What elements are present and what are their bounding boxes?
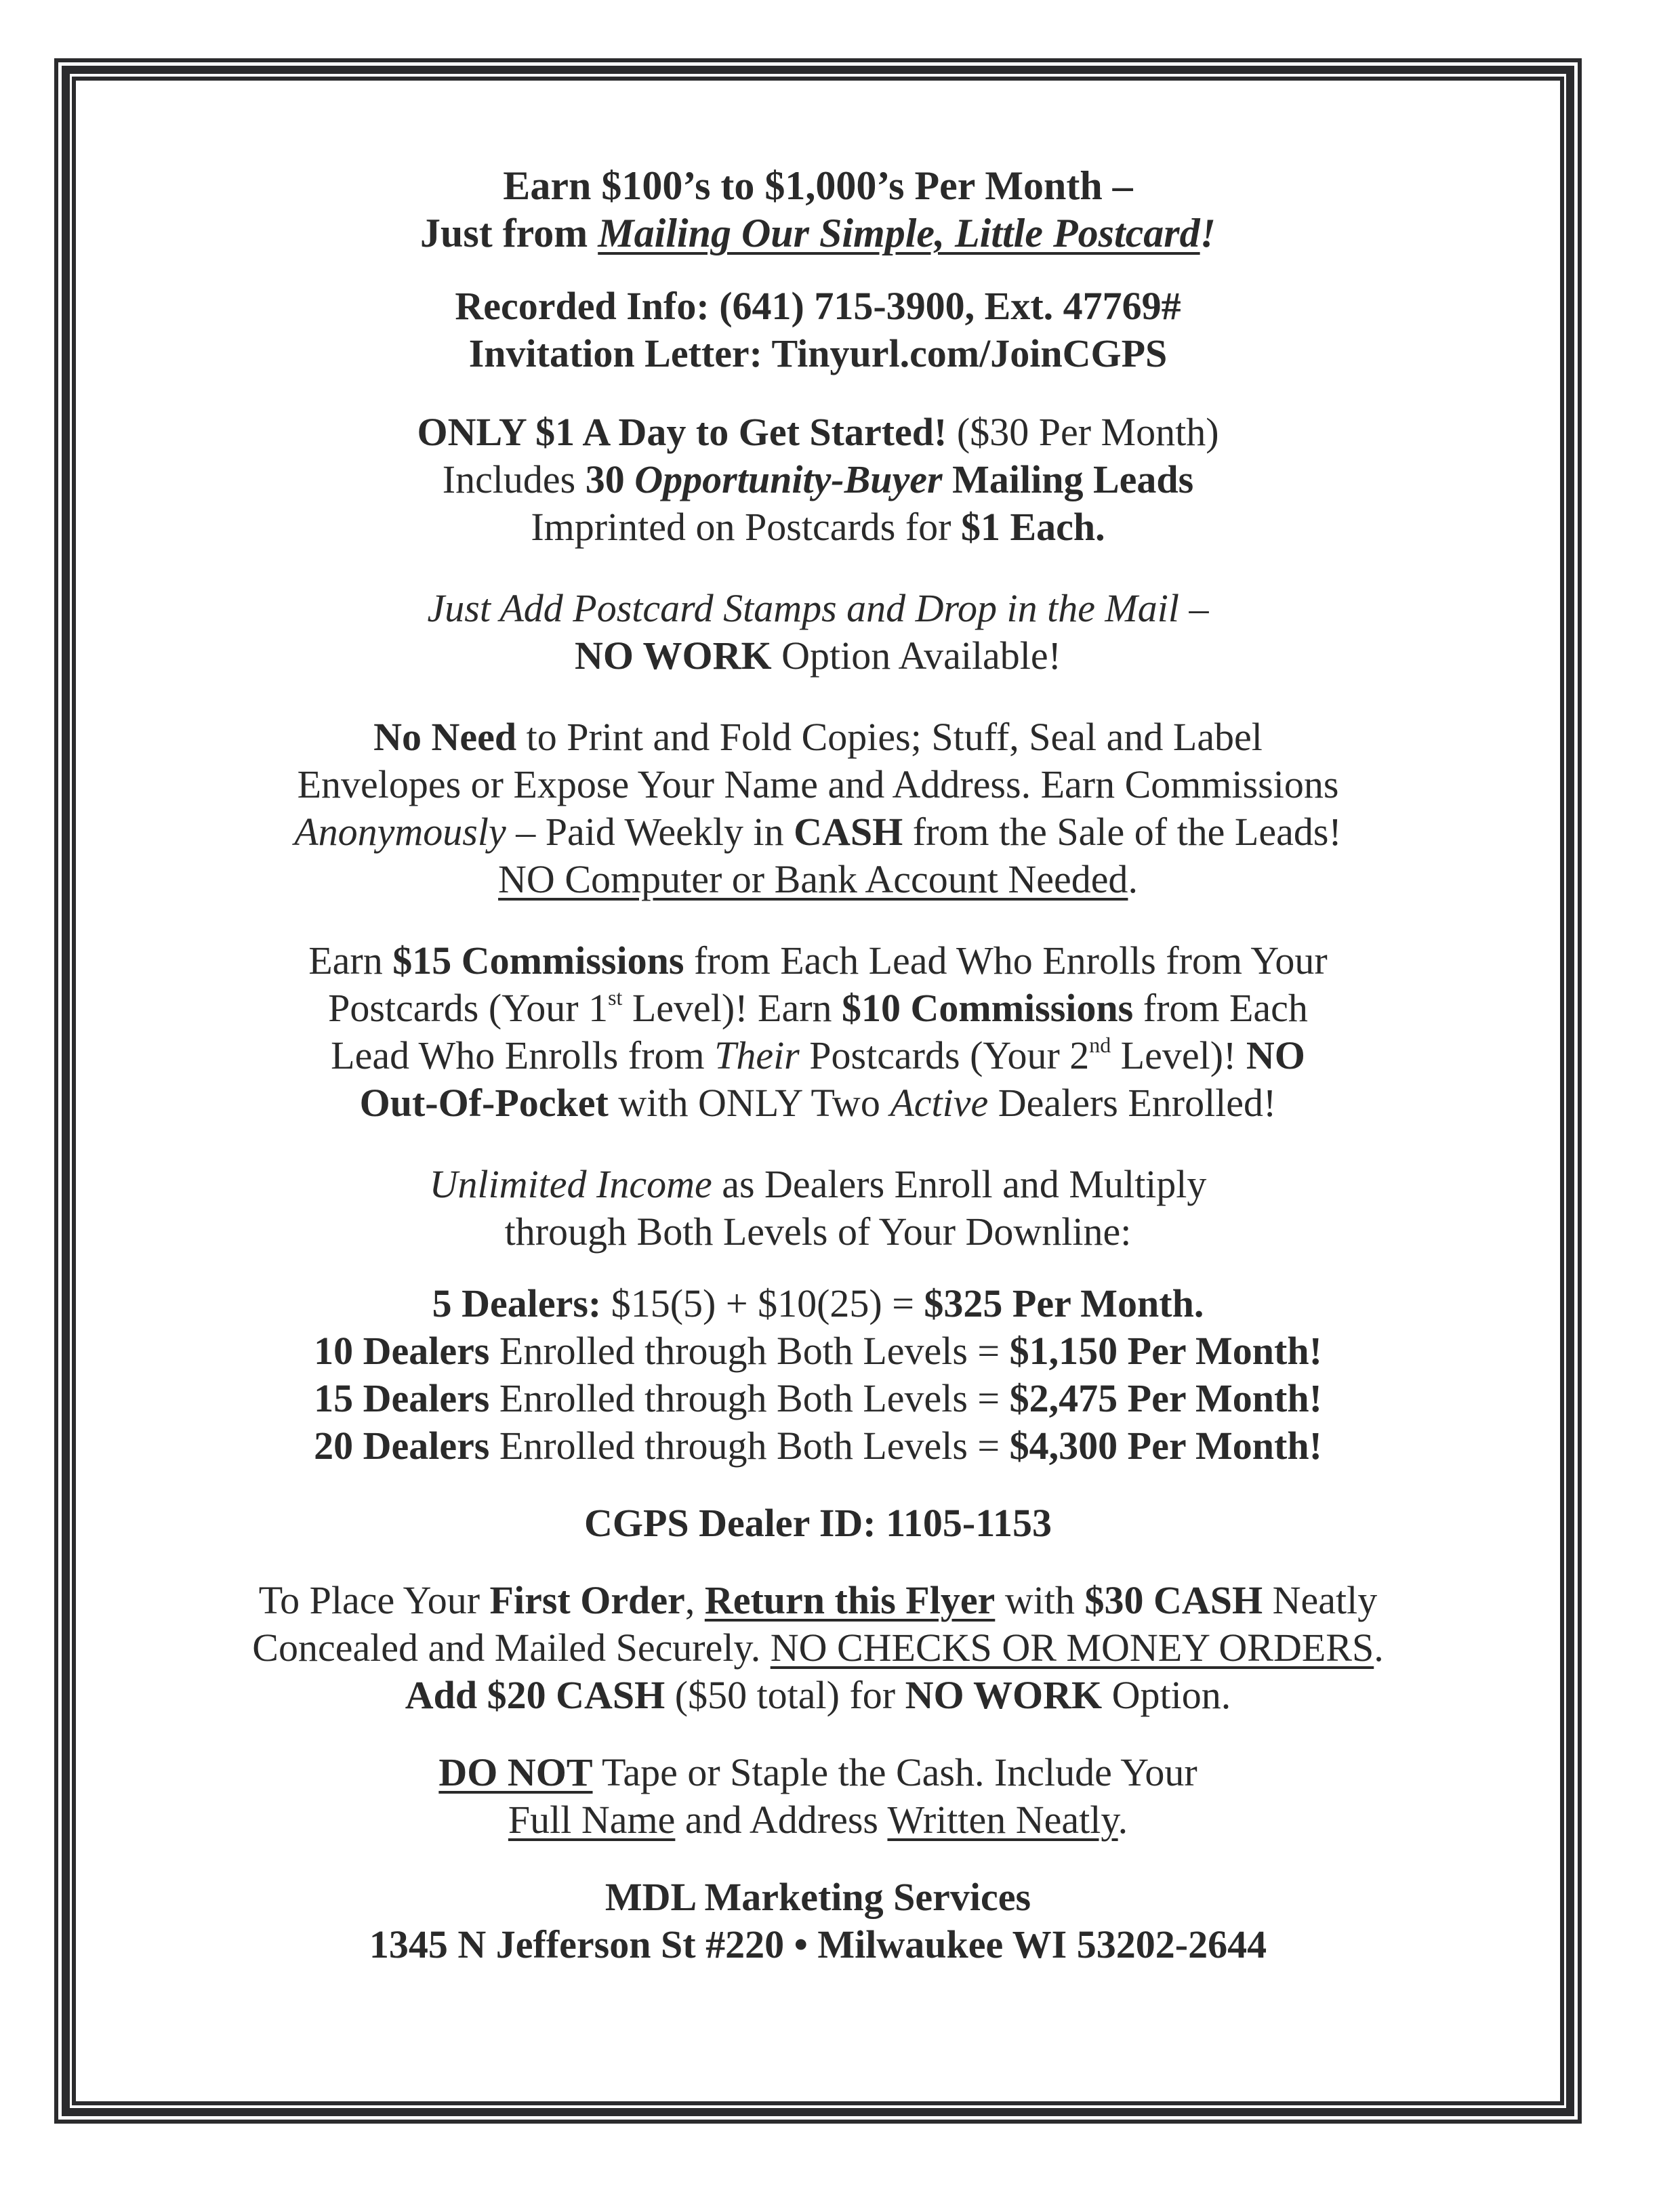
offer-unit-price: $1 Each. xyxy=(960,505,1105,549)
no-text: NO xyxy=(1246,1033,1305,1077)
mail-section xyxy=(76,585,1560,680)
comma: , xyxy=(684,1578,705,1622)
contact-info xyxy=(76,283,1560,377)
dealer-count: 15 Dealers xyxy=(314,1376,490,1420)
do-not-text: DO NOT xyxy=(438,1750,593,1794)
order-text: Concealed and Mailed Securely. xyxy=(252,1626,771,1670)
headline xyxy=(76,162,1560,257)
out-of-pocket-text: Out-Of-Pocket xyxy=(359,1081,609,1125)
ordinal-suffix: nd xyxy=(1089,1033,1111,1058)
dealer-count: 20 Dealers xyxy=(314,1424,490,1468)
earnings-amount: $1,150 Per Month! xyxy=(1009,1329,1322,1373)
ordinal-suffix: st xyxy=(608,986,623,1010)
cash-amount: $30 CASH xyxy=(1084,1578,1263,1622)
earnings-table xyxy=(76,1280,1560,1470)
commission-text: Earn xyxy=(308,938,393,983)
commission-text: with ONLY Two xyxy=(608,1081,890,1125)
level2-commission: $10 Commissions xyxy=(842,986,1134,1030)
cash-text: CASH xyxy=(794,810,903,854)
return-flyer-text: Return this Flyer xyxy=(704,1578,996,1622)
first-order-text: First Order xyxy=(489,1578,685,1622)
recorded-info: Recorded Info: (641) 715-3900, Ext. 47769# xyxy=(455,284,1181,328)
commission-text: Lead Who Enrolls from xyxy=(331,1033,715,1077)
no-checks-text: NO CHECKS OR MONEY ORDERS xyxy=(770,1626,1374,1670)
commission-text: Level)! Earn xyxy=(622,986,842,1030)
order-text: Option. xyxy=(1102,1673,1231,1717)
commission-text: Postcards (Your 1 xyxy=(328,986,609,1030)
their-text: Their xyxy=(714,1033,800,1077)
unlimited-income-text: Unlimited Income xyxy=(429,1162,712,1206)
offer-price: ONLY $1 A Day to Get Started! xyxy=(417,410,947,454)
anonymously-text: Anonymously xyxy=(294,810,506,854)
period: . xyxy=(1128,857,1138,901)
earnings-formula: Enrolled through Both Levels = xyxy=(489,1376,1010,1420)
period: . xyxy=(1118,1798,1128,1842)
no-need-text: – Paid Weekly in xyxy=(506,810,794,854)
earnings-row xyxy=(76,1422,1560,1470)
dealer-id-section xyxy=(76,1500,1560,1547)
no-computer-text: NO Computer or Bank Account Needed xyxy=(498,857,1128,901)
company-address: 1345 N Jefferson St #220 • Milwaukee WI 53202-2644 xyxy=(369,1922,1267,1966)
offer-leads: Mailing Leads xyxy=(942,457,1194,501)
commission-text: Level)! xyxy=(1111,1033,1246,1077)
no-need-text: from the Sale of the Leads! xyxy=(903,810,1342,854)
commission-text: from Each xyxy=(1133,986,1308,1030)
no-need-label: No Need xyxy=(373,715,517,759)
income-text: through Both Levels of Your Downline: xyxy=(504,1210,1132,1254)
commission-text: from Each Lead Who Enrolls from Your xyxy=(684,938,1328,983)
dealer-count: 5 Dealers: xyxy=(432,1281,602,1325)
instructions-section xyxy=(76,1749,1560,1844)
earnings-formula: $15(5) + $10(25) = xyxy=(601,1281,924,1325)
earnings-formula: Enrolled through Both Levels = xyxy=(489,1329,1010,1373)
written-neatly-text: Written Neatly xyxy=(887,1798,1118,1842)
order-text: Neatly xyxy=(1263,1578,1378,1622)
no-need-text: Envelopes or Expose Your Name and Address. Earn Commissions xyxy=(297,762,1339,806)
no-need-section xyxy=(76,714,1560,903)
offer-text: Imprinted on Postcards for xyxy=(531,505,961,549)
no-work-label: NO WORK xyxy=(575,634,772,678)
offer-text: Includes xyxy=(442,457,586,501)
footer xyxy=(76,1874,1560,1968)
level1-commission: $15 Commissions xyxy=(392,938,684,983)
income-text: as Dealers Enroll and Multiply xyxy=(712,1162,1207,1206)
earnings-amount: $2,475 Per Month! xyxy=(1009,1376,1322,1420)
earnings-amount: $325 Per Month. xyxy=(924,1281,1204,1325)
dealer-id: CGPS Dealer ID: 1105-1153 xyxy=(583,1501,1052,1545)
add-cash-text: Add $20 CASH xyxy=(405,1673,665,1717)
earnings-row xyxy=(76,1327,1560,1375)
headline-emphasis: Mailing Our Simple, Little Postcard xyxy=(598,211,1200,255)
company-name: MDL Marketing Services xyxy=(605,1875,1031,1919)
dealer-count: 10 Dealers xyxy=(314,1329,490,1373)
period: . xyxy=(1374,1626,1384,1670)
active-text: Active xyxy=(890,1081,989,1125)
order-text: ($50 total) for xyxy=(665,1673,905,1717)
commission-text: Postcards (Your 2 xyxy=(799,1033,1090,1077)
no-work-label: NO WORK xyxy=(905,1673,1103,1717)
flyer-content xyxy=(76,81,1560,1968)
offer-lead-type: Opportunity-Buyer xyxy=(634,457,943,501)
commissions-section xyxy=(76,937,1560,1127)
offer-section xyxy=(76,409,1560,551)
invitation-letter-link: Invitation Letter: Tinyurl.com/JoinCGPS xyxy=(468,331,1168,375)
commission-text: Dealers Enrolled! xyxy=(988,1081,1277,1125)
offer-monthly: ($30 Per Month) xyxy=(947,410,1219,454)
order-section xyxy=(76,1577,1560,1719)
order-text: with xyxy=(995,1578,1085,1622)
earnings-amount: $4,300 Per Month! xyxy=(1009,1424,1322,1468)
full-name-text: Full Name xyxy=(508,1798,676,1842)
no-need-text: to Print and Fold Copies; Stuff, Seal and Label xyxy=(516,715,1263,759)
headline-line-1: Earn $100’s to $1,000’s Per Month – xyxy=(503,163,1133,208)
no-work-text: Option Available! xyxy=(771,634,1061,678)
headline-prefix: Just from xyxy=(420,211,598,255)
order-text: To Place Your xyxy=(258,1578,490,1622)
income-section xyxy=(76,1161,1560,1256)
mail-instruction: Just Add Postcard Stamps and Drop in the Mail – xyxy=(427,586,1209,630)
earnings-row xyxy=(76,1375,1560,1422)
headline-suffix: ! xyxy=(1200,211,1216,255)
earnings-formula: Enrolled through Both Levels = xyxy=(489,1424,1010,1468)
instructions-text: Tape or Staple the Cash. Include Your xyxy=(592,1750,1197,1794)
instructions-text: and Address xyxy=(675,1798,888,1842)
earnings-row xyxy=(76,1280,1560,1327)
offer-count: 30 xyxy=(585,457,635,501)
